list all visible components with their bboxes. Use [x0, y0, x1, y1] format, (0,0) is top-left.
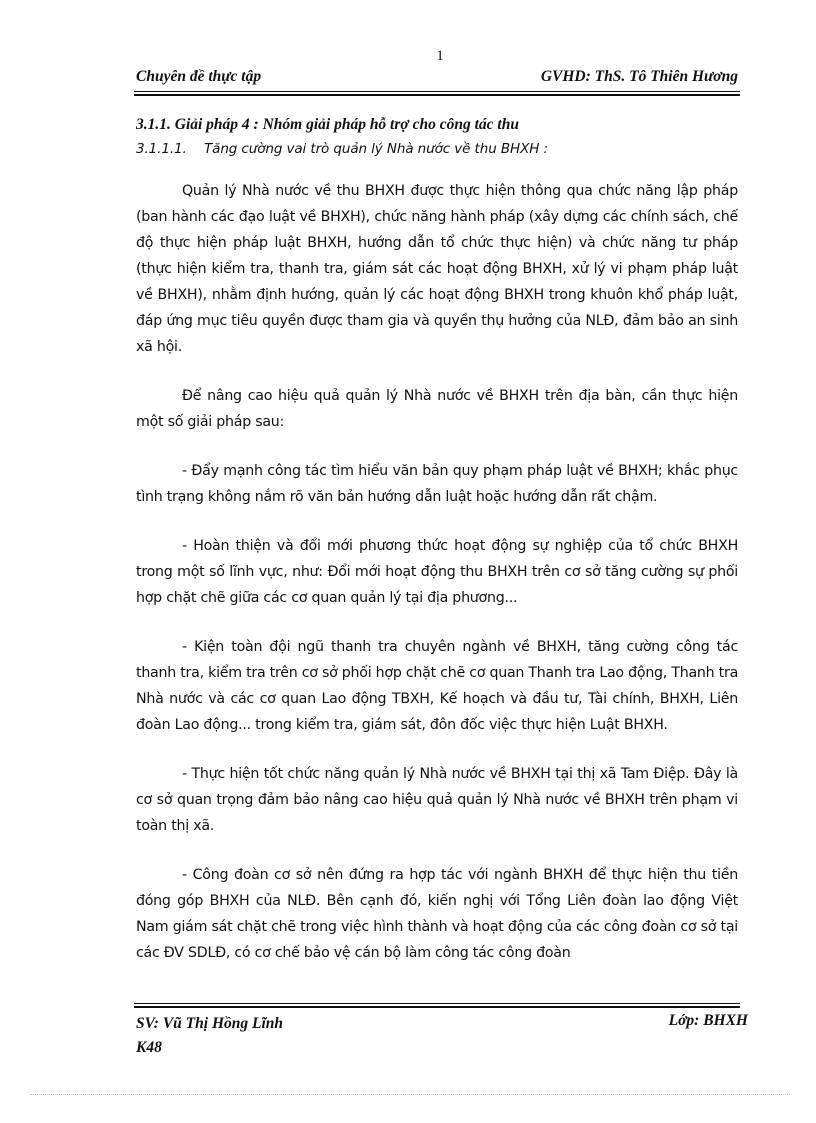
body-text [136, 178, 738, 989]
header-title: Chuyên đề thực tập [136, 68, 262, 85]
page-edge-divider [30, 1094, 790, 1095]
page-number: 1 [436, 48, 444, 64]
subsection-heading [136, 141, 548, 157]
footer-class: Lớp: BHXH [668, 1012, 748, 1029]
paragraph: - Hoàn thiện và đổi mới phương thức hoạt động sự nghiệp của tổ chức BHXH trong một số lĩnh vực, như: Đổi mới hoạt động thu BHXH trên cơ sở tăng cường sự phối hợp chặt chẽ giữa các cơ quan quản lý tại địa phương... [136, 538, 738, 606]
paragraph: Quản lý Nhà nước về thu BHXH được thực hiện thông qua chức năng lập pháp (ban hành các đạo luật về BHXH), chức năng hành pháp (xây dựng các chính sách, chế độ thực hiện pháp luật BHXH, hướng dẫn tổ chức thực hiện) và chức năng tư pháp (thực hiện kiểm tra, thanh tra, giám sát các hoạt động BHXH, xử lý vi phạm pháp luật về BHXH), nhằm định hướng, quản lý các hoạt động BHXH trong khuôn khổ pháp luật, đáp ứng mục tiêu quyền được tham gia và quyền thụ hưởng của NLĐ, đảm bảo an sinh xã hội. [136, 183, 738, 355]
paragraph: - Kiện toàn đội ngũ thanh tra chuyên ngành về BHXH, tăng cường công tác thanh tra, kiểm tra trên cơ sở phối hợp chặt chẽ cơ quan Thanh tra Lao động, Thanh tra Nhà nước và các cơ quan Lao động TBXH, Kế hoạch và đầu tư, Tài chính, BHXH, Liên đoàn Lao động... trong kiểm tra, giám sát, đôn đốc việc thực hiện Luật BHXH. [136, 639, 739, 733]
student-name: SV: Vũ Thị Hồng Lĩnh [136, 1015, 284, 1032]
paragraph: - Đẩy mạnh công tác tìm hiểu văn bản quy phạm pháp luật về BHXH; khắc phục tình trạng không nắm rõ văn bản hướng dẫn luật hoặc hướng dẫn rất chậm. [136, 463, 738, 505]
paragraph: - Thực hiện tốt chức năng quản lý Nhà nước về BHXH tại thị xã Tam Điệp. Đây là cơ sở quan trọng đảm bảo nâng cao hiệu quả quản lý Nhà nước về BHXH trên phạm vi toàn thị xã. [136, 766, 738, 834]
subsection-number: 3.1.1.1. [136, 141, 187, 157]
header-advisor: GVHD: ThS. Tô Thiên Hương [540, 68, 738, 85]
header-divider [134, 91, 740, 96]
paragraph: Để nâng cao hiệu quả quản lý Nhà nước về BHXH trên địa bàn, cần thực hiện một số giải pháp sau: [136, 388, 738, 430]
paragraph: - Công đoàn cơ sở nên đứng ra hợp tác với ngành BHXH để thực hiện thu tiền đóng góp BHXH của NLĐ. Bên cạnh đó, kiến nghị với Tổng Liên đoàn lao động Việt Nam giám sát chặt chẽ trong việc hình thành và hoạt động của các công đoàn cơ sở tại các ĐV SDLĐ, có cơ chế bảo vệ cán bộ làm công tác công đoàn [136, 867, 738, 961]
subsection-title: Tăng cường vai trò quản lý Nhà nước về thu BHXH : [204, 141, 548, 157]
section-heading: 3.1.1. Giải pháp 4 : Nhóm giải pháp hỗ trợ cho công tác thu [136, 116, 519, 133]
student-cohort: K48 [136, 1039, 162, 1056]
footer-student [136, 1012, 283, 1060]
footer-divider [134, 1003, 740, 1008]
